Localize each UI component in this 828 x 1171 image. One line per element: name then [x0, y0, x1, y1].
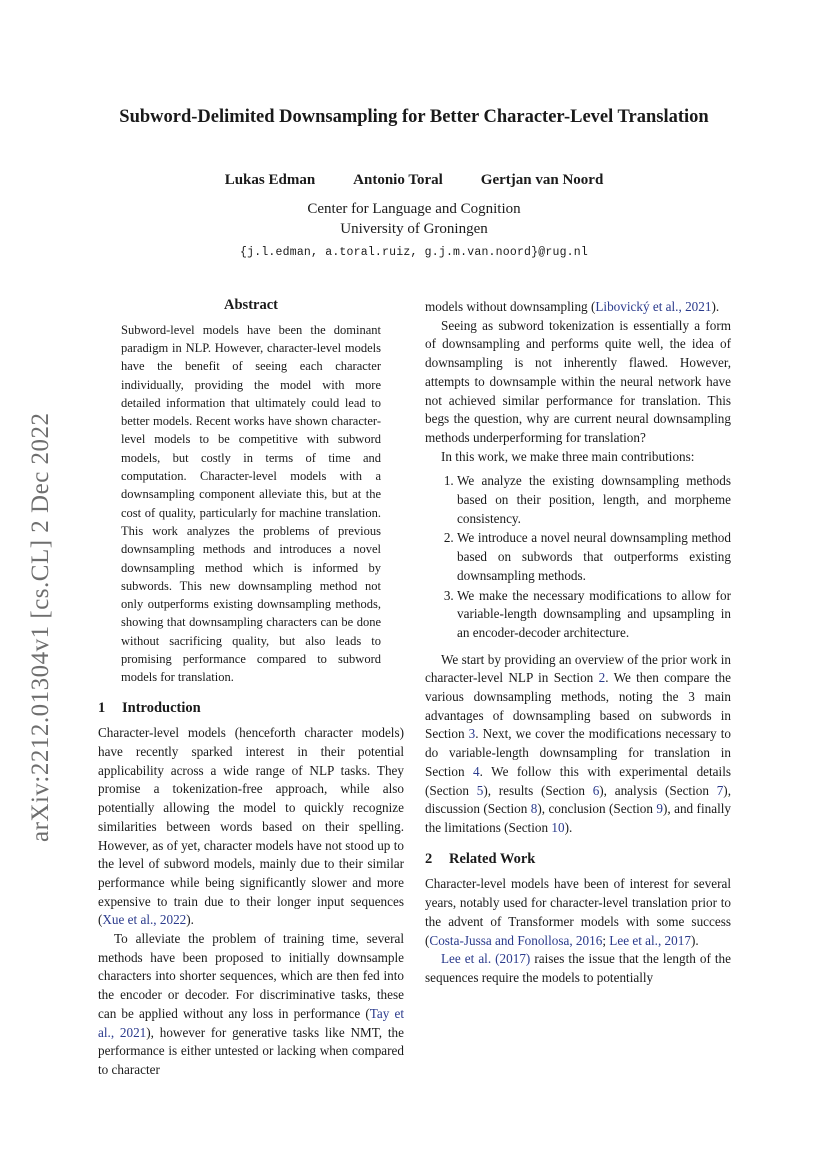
paragraph-text: To alleviate the problem of training time, several methods have been proposed to initially downsample characters into shorter sequences, which are then fed into the encoder or decoder. For discriminative tasks, these can be applied without any loss in performance ( — [98, 931, 404, 1021]
citation-link[interactable]: Lee et al., 2017 — [609, 932, 691, 948]
paragraph-text: Character-level models have been of interest for several years, notably used for character-level translation prior to the advent of Transformer models with some success ( — [425, 876, 731, 948]
citation-link[interactable]: Lee et al. (2017) — [441, 951, 531, 967]
section-number: 1 — [98, 699, 106, 716]
contributions-list — [425, 472, 731, 642]
paragraph-text: . Next, we cover the modifications necessary to do variable-length downsampling for translation in Section — [425, 726, 731, 779]
section-ref-link[interactable]: 2 — [598, 670, 606, 686]
left-column — [98, 296, 404, 1080]
paper-title: Subword-Delimited Downsampling for Better Character-Level Translation — [119, 107, 709, 127]
arxiv-stamp: arXiv:2212.01304v1 [cs.CL] 2 Dec 2022 — [27, 412, 54, 842]
list-item: 3. We make the necessary modifications to allow for variable-length downsampling and upsampling in an encoder-decoder architecture. — [457, 587, 731, 643]
related-paragraph — [425, 950, 731, 987]
citation-link[interactable]: Xue et al., 2022 — [102, 912, 187, 928]
abstract-heading: Abstract — [224, 297, 278, 313]
section-title: Related Work — [449, 850, 536, 867]
paragraph-text: raises the issue that the length of the sequences require the models to potentially — [425, 951, 731, 985]
section-ref-link[interactable]: 9 — [656, 801, 663, 817]
citation-link[interactable]: Costa-Jussa and Fonollosa, 2016 — [429, 932, 603, 948]
paragraph-text: ), however for generative tasks like NMT, the performance is either untested or lacking when compared to character — [98, 1024, 404, 1077]
author-name: Lukas Edman — [224, 172, 316, 188]
paragraph-text: ), results (Section — [483, 782, 593, 798]
citation-link[interactable]: Tay et al., 2021 — [98, 1005, 404, 1040]
paragraph-text: ). — [186, 912, 194, 928]
section-ref-link[interactable]: 6 — [592, 782, 600, 798]
list-item: 2. We introduce a novel neural downsampling method based on subwords that outperforms existing downsampling methods. — [457, 529, 731, 585]
paragraph-text: ; — [602, 932, 610, 948]
section-heading-introduction — [98, 699, 404, 718]
affiliation-line: Center for Language and Cognition — [307, 201, 521, 217]
citation-link[interactable]: Libovický et al., 2021 — [595, 299, 712, 314]
related-paragraph — [425, 875, 731, 950]
intro-paragraph — [98, 724, 404, 930]
intro-paragraph — [98, 930, 404, 1080]
section-ref-link[interactable]: 5 — [476, 782, 484, 798]
body-paragraph — [425, 651, 731, 838]
paragraph-text: ), analysis (Section — [599, 782, 717, 798]
section-ref-link[interactable]: 3 — [468, 726, 476, 742]
section-ref-link[interactable]: 10 — [551, 819, 565, 835]
paragraph-text: ), and finally the limitations (Section — [425, 801, 731, 835]
paragraph-text: ), discussion (Section — [425, 782, 731, 817]
right-column — [425, 298, 731, 988]
paragraph-text: ), conclusion (Section — [537, 801, 657, 817]
section-ref-link[interactable]: 4 — [473, 763, 480, 779]
abstract-text: Subword-level models have been the dominant paradigm in NLP. However, character-level models have the benefit of seeing each character individually, providing the model with more detailed information that ultimately could lead to better models. Recent works have shown character-level models to be competitive with subword models, but costly in terms of time and computation. Character-level models with a downsampling component alleviate this, but at the cost of quality, particularly for machine translation. This work analyzes the problems of previous downsampling methods and introduces a novel downsampling method which is informed by subwords. This new downsampling method not only outperforms existing downsampling methods, showing that downsampling characters can be done without sacrificing quality, but also leads to promising performance compared to subword models for translation. — [121, 322, 381, 685]
author-list — [100, 172, 728, 189]
section-heading-related-work — [425, 850, 731, 869]
section-ref-link[interactable]: 7 — [716, 782, 724, 798]
body-paragraph — [425, 298, 731, 317]
paragraph-text: ). — [711, 299, 720, 314]
paragraph-text: . We then compare the various downsampling methods, noting the 3 main advantages of downsampling based on subwords in Section — [425, 670, 731, 742]
body-paragraph: Seeing as subword tokenization is essentially a form of downsampling and performs quite well, the idea of downsampling is not inherently flawed. However, attempts to downsample within the neural network have not achieved similar performance for translation. This begs the question, why are current neural downsampling methods underperforming for translation? — [425, 317, 731, 445]
paragraph-text: ). — [564, 819, 573, 835]
paragraph-text: We start by providing an overview of the prior work in character-level NLP in Section — [425, 651, 731, 686]
affiliation-line: University of Groningen — [340, 220, 488, 237]
paragraph-text: . We follow this with experimental details (Section — [425, 763, 731, 798]
paragraph-text: ). — [690, 932, 699, 948]
section-title: Introduction — [122, 699, 201, 716]
list-item: 1. We analyze the existing downsampling methods based on their position, length, and morpheme consistency. — [457, 472, 731, 528]
paragraph-text: models without downsampling ( — [425, 299, 596, 314]
body-paragraph: In this work, we make three main contributions: — [441, 448, 695, 464]
section-ref-link[interactable]: 8 — [530, 801, 538, 817]
affiliation — [100, 200, 728, 239]
author-name: Antonio Toral — [353, 172, 443, 188]
author-emails: {j.l.edman, a.toral.ruiz, g.j.m.van.noord}@rug.nl — [240, 246, 588, 259]
paragraph-text: Character-level models (henceforth character models) have recently sparked interest in their potential applicability across a wide range of NLP tasks. They promise a tokenization-free approach, while also potentially allowing the model to quickly recognize similarities between words based on their spelling. However, as of yet, character models have not stood up to the level of subword models, mainly due to their similar performance while being significantly slower and more expensive to train due to their longer input sequences ( — [98, 725, 404, 928]
author-name: Gertjan van Noord — [480, 172, 604, 188]
section-number: 2 — [425, 850, 433, 867]
